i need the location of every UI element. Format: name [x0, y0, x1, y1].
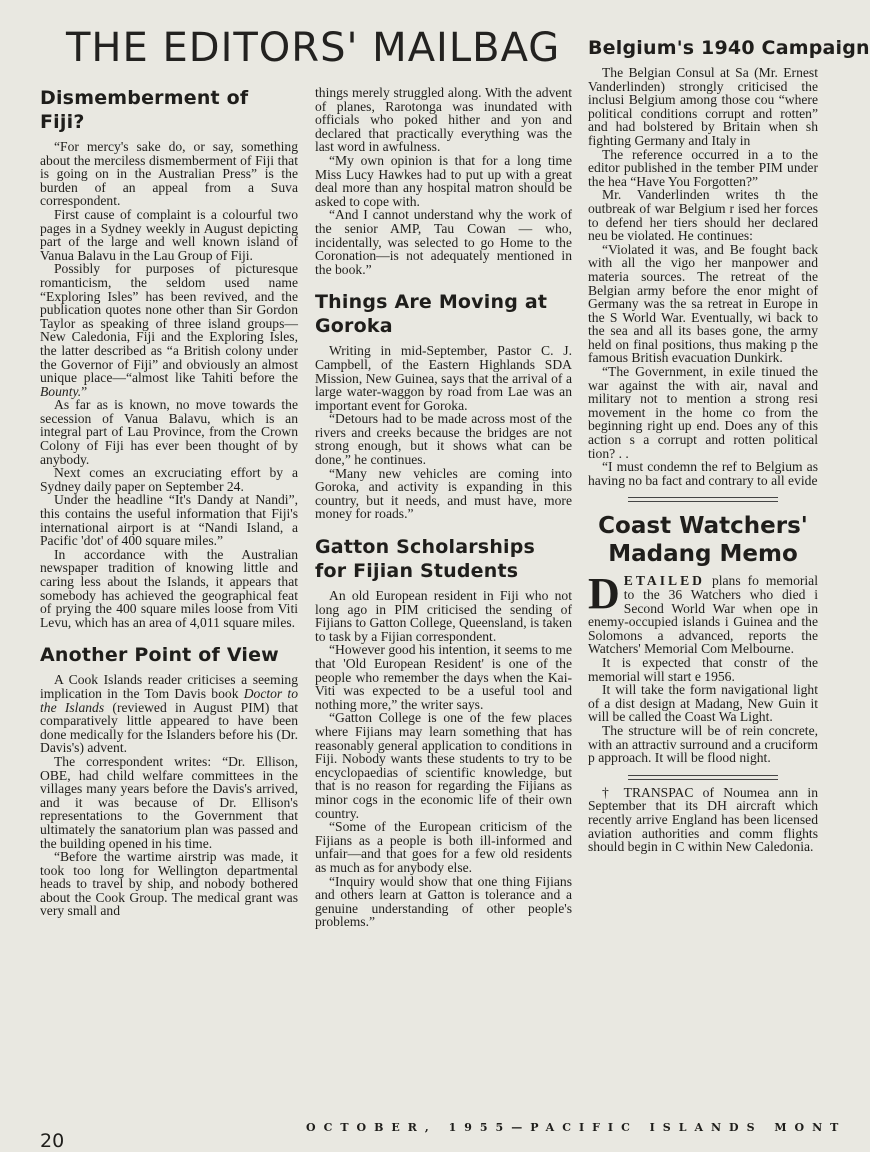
paragraph: An old European resident in Fiji who not long ago in PIM criticised the sending of Fijians to Gatton College, Queensland, is taken to task by a Fijian correspondent. [315, 588, 572, 644]
paragraph [40, 673, 298, 755]
paragraph: Writing in mid-September, Pastor C. J. Campbell, of the Eastern Highlands SDA Mission, New Guinea, says that the arrival of a large water-waggon by road from Lae was an important event for Goroka. [315, 343, 572, 413]
headline-gatton: Gatton Scholarships for Fijian Students [315, 536, 536, 583]
paragraph: things merely struggled along. With the advent of planes, Rarotonga was inundated with officials who poked hither and yon and declared that practically everything was the last word in awfulness. [315, 85, 572, 155]
footer-issue-line: OCTOBER, 1955—PACIFIC ISLANDS MONT [306, 1121, 847, 1134]
paragraph: As far as is known, no move towards the secession of Vanua Balavu, which is an integral part of Lau Province, from the Crown Colony of Fiji has ever been thought of by anybody. [40, 397, 298, 467]
drop-cap: D [588, 569, 620, 619]
text-run: A Cook Islands reader criticises a seeming implication in the Tom Davis book [40, 672, 298, 701]
paragraph: “Many new vehicles are coming into Goroka, and activity is expanding in this country, but it needs, and must have, more money for roads.” [315, 465, 572, 522]
paragraph: “I must condemn the ref to Belgium as having no ba fact and contrary to all evide [588, 459, 818, 488]
small-caps-lead: ETAILED [623, 573, 705, 589]
paragraph: “Detours had to be made across most of the rivers and creeks because the bridges are not strong enough, but it shows what can be done,” he continues. [315, 411, 572, 468]
paragraph: “For mercy's sake do, or say, something about the merciless dismemberment of Fiji that is going on in the Australian Press” is the burden of an appeal from a Suva correspondent. [40, 139, 298, 209]
paragraph: † TRANSPAC of Noumea ann in September that its DH aircraft which recently arrive England has been licensed aviation authorities and comm flights should begin in C within New Caledonia. [588, 784, 818, 855]
headline-line: Madang Memo [608, 541, 798, 568]
headline-line: Coast Watchers' [598, 513, 808, 540]
paragraph [40, 262, 298, 398]
paragraph: “Inquiry would show that one thing Fijians and others learn at Gatton is tolerance and a genuine understanding of other people's problems.” [315, 873, 572, 930]
paragraph: It is expected that constr of the memorial will start e 1956. [588, 654, 818, 684]
paragraph: It will take the form navigational light of a dist design at Madang, New Guin it will be called the Coast Wa Light. [588, 682, 818, 725]
column-3 [588, 36, 870, 855]
text-run: Possibly for purposes of picturesque romanticism, the seldom used name “Exploring Isles” has been revived, and the publication quotes none other than Sir Gordon Taylor as speaking of three island groups—New Caledonia, Fiji and the Exploring Isles, the latter described as “a British colony under the Governor of Fiji” and obviously an almost unique place—“almost like Tahiti before the [40, 261, 298, 386]
paragraph: “Some of the European criticism of the Fijians as a people is both ill-informed and unfair—and that goes for a few old residents as much as for anybody else. [315, 819, 572, 875]
text-run: (reviewed in August PIM) that comparatively little appeared to have been done medically for the Islanders before his (Dr. Davis's) advent. [40, 699, 298, 756]
italic-title: Bounty. [40, 383, 82, 399]
divider-rule [628, 775, 778, 780]
paragraph: The correspondent writes: “Dr. Ellison, OBE, had child welfare committees in the villages many years before the Davis's arrived, and it was because of Dr. Ellison's representations to the Government that ultimately the sanatorium plan was passed and the building opened in his time. [40, 753, 298, 851]
paragraph: In accordance with the Australian newspaper tradition of knowing little and caring less about the Islands, it appears that somebody has achieved the geographical feat of prying the 400 square miles loose from Viti Levu, which has an area of 4,011 square miles. [40, 546, 298, 630]
paragraph: “However good his intention, it seems to me that 'Old European Resident' is one of the people who remember the days when the Kai-Viti was expected to be a useful tool and nothing more,” the writer says. [315, 642, 572, 712]
paragraph: “Violated it was, and Be fought back with all the vigo her manpower and materia sources. The retreat of the Belgian army before the enor might of Germany was the sa retreat in Europe in the S World War. Eventually, wi back to the sea and all its bases gone, the army held on final positions, thus making p the famous British evacuation Dunkirk. [588, 241, 818, 366]
column-2 [315, 86, 572, 929]
paragraph: The Belgian Consul at Sa (Mr. Ernest Vanderlinden) strongly criticised the inclusi Belgium among those cou “where political conditions corrupt and rotten” and had bolstered by Britain when sh fighting Germany and Italy in [588, 65, 818, 148]
text-run: ” [81, 383, 88, 399]
headline-goroka: Things Are Moving at Goroka [315, 291, 548, 338]
masthead: THE EDITORS' MAILBAG [66, 25, 561, 71]
paragraph: The structure will be of rein concrete, with an attractiv surround and a cruciform p approach. It will be flood night. [588, 722, 818, 766]
paragraph: “The Government, in exile tinued the war against the with air, naval and military not to mention a strong resi movement in the home co from the beginning right up end. Does any of this action s a corrupt and rotten political tion? . . [588, 364, 818, 461]
divider-rule [628, 497, 778, 502]
text-run: plans fo memorial to the 36 Watchers who died i Second World War when ope in enemy-occupied islands i Guinea and the Solomons a advanced, reports the Watchers' Memorial Com Melbourne. [588, 573, 818, 657]
paragraph: The reference occurred in a to the editor published in the tember PIM under the hea “Have You Forgotten?” [588, 146, 818, 189]
paragraph: “And I cannot understand why the work of the senior AMP, Tau Cowan — who, incidentally, was selected to go Home to the Coronation—is not adequately mentioned in the book.” [315, 207, 572, 277]
paragraph: Under the headline “It's Dandy at Nandi”, this contains the useful information that Fiji's international airport is at “Nandi Island, a Pacific 'dot' of 400 square miles.” [40, 492, 298, 549]
italic-book-title: Doctor to the Islands [40, 685, 298, 715]
paragraph [588, 569, 818, 657]
headline-another-point: Another Point of View [40, 644, 279, 667]
paragraph: Next comes an excruciating effort by a Sydney daily paper on September 24. [40, 465, 298, 494]
paragraph: First cause of complaint is a colourful two pages in a Sydney weekly in August depicting part of the large and well known island of Vanua Balavu in the Lau Group of Fiji. [40, 206, 298, 263]
headline-belgium: Belgium's 1940 Campaign [588, 37, 870, 59]
paragraph: Mr. Vanderlinden writes th the outbreak of war Belgium r ised her forces to defend her tiers should her declared neu be violated. He continues: [588, 187, 818, 244]
paragraph: “Before the wartime airstrip was made, it took too long for Wellington departmental heads to travel by ship, and nobody bothered about the Cook Group. The medical grant was very small and [40, 849, 298, 919]
paragraph: “My own opinion is that for a long time Miss Lucy Hawkes had to put up with a great deal more than any hospital matron should be asked to cope with. [315, 152, 572, 209]
headline-coast-watchers [588, 512, 818, 568]
headline-dismemberment: Dismemberment of Fiji? [40, 87, 249, 133]
page-number: 20 [40, 1130, 65, 1152]
column-1 [40, 86, 298, 918]
paragraph: “Gatton College is one of the few places where Fijians may learn something that has reasonably general application to conditions in Fiji. Nobody wants these students to try to be encyclopaedias of scientific knowledge, but that is no reason for regarding the Fijians as minor cogs in the economic life of their own country. [315, 710, 572, 821]
